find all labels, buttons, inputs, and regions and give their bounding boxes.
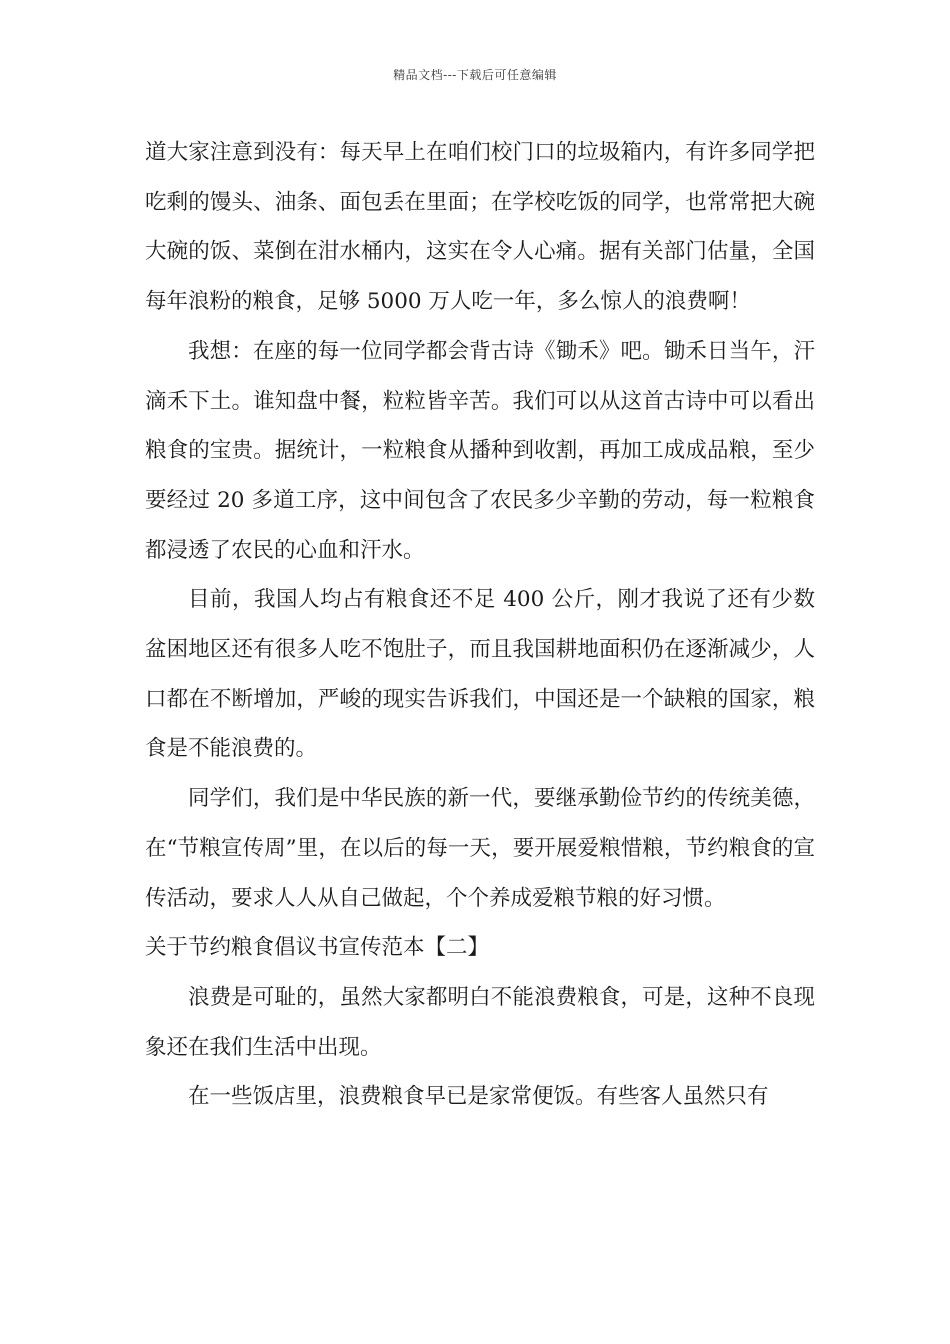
paragraph-5: 浪费是可耻的，虽然大家都明白不能浪费粮食，可是，这种不良现象还在我们生活中出现。 [145,984,815,1060]
paragraph-1: 道大家注意到没有：每天早上在咱们校门口的垃圾箱内，有许多同学把吃剩的馒头、油条、面包丢在里面；在学校吃饭的同学，也常常把大碗大碗的饭、菜倒在泔水桶内，这实在令人心痛。据有关部门估量，全国每年浪粉的粮食，足够 5000 万人吃一年，多么惊人的浪费啊！ [145,140,815,315]
document-body [145,128,815,1122]
page-header: 精品文档---下载后可任意编辑 [393,68,557,82]
paragraph-3: 目前，我国人均占有粮食还不足 400 公斤，刚才我说了还有少数盆困地区还有很多人吃不饱肚子，而且我国耕地面积仍在逐渐减少，人口都在不断增加，严峻的现实告诉我们，中国还是一个缺粮的国家，粮食是不能浪费的。 [145,587,815,762]
paragraph-6: 在一些饭店里，浪费粮食早已是家常便饭。有些客人虽然只有 [188,1084,769,1110]
paragraph-4: 同学们，我们是中华民族的新一代，要继承勤俭节约的传统美德，在“节粮宣传周”里，在以后的每一天，要开展爱粮惜粮，节约粮食的宣传活动，要求人人从自己做起，个个养成爱粮节粮的好习惯。 [145,786,815,911]
paragraph-2: 我想：在座的每一位同学都会背古诗《锄禾》吧。锄禾日当午，汗滴禾下土。谁知盘中餐，粒粒皆辛苦。我们可以从这首古诗中可以看出粮食的宝贵。据统计，一粒粮食从播种到收割，再加工成成品粮，至少要经过 20 多道工序，这中间包含了农民多少辛勤的劳动，每一粒粮食都浸透了农民的心血和汗水。 [145,338,815,563]
section-heading: 关于节约粮食倡议书宣传范本【二】 [145,935,490,961]
